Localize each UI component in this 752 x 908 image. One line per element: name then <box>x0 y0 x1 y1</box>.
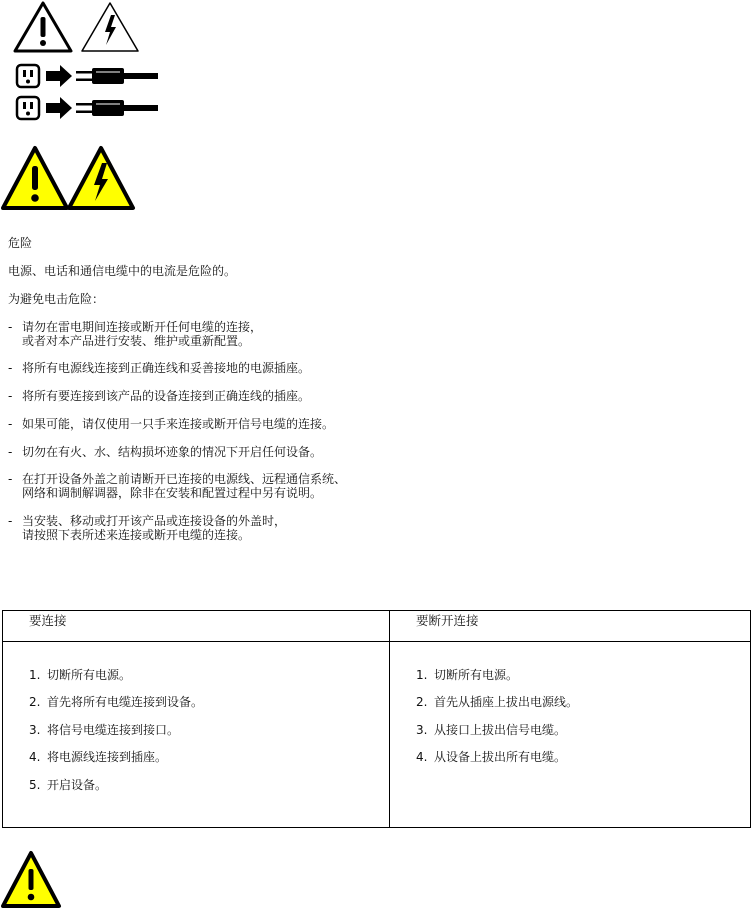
connect-steps <box>3 642 390 828</box>
warning-triangle-icon <box>12 0 74 54</box>
list-item: 3. 将信号电缆连接到接口。 <box>29 723 180 737</box>
disconnect-header: 要断开连接 <box>390 611 751 642</box>
connect-header: 要连接 <box>3 611 390 642</box>
list-item: 2. 首先将所有电缆连接到设备。 <box>29 695 204 709</box>
list-item: 1. 切断所有电源。 <box>29 668 132 682</box>
danger-heading: 危险 <box>8 236 33 250</box>
list-item: 4. 将电源线连接到插座。 <box>29 750 168 764</box>
avoid-shock-text: 为避免电击危险： <box>8 292 105 306</box>
disconnect-steps <box>390 642 751 828</box>
list-item: 4. 从设备上拔出所有电缆。 <box>416 750 567 764</box>
list-item: 2. 首先从插座上拔出电源线。 <box>416 695 579 709</box>
yellow-electric-shock-icon <box>66 145 136 211</box>
bottom-warning-icon <box>0 850 62 908</box>
list-item: 1. 切断所有电源。 <box>416 668 519 682</box>
electric-shock-icon <box>78 0 142 54</box>
outlet-plug-disconnect-icon <box>14 94 160 122</box>
list-item: 5. 开启设备。 <box>29 778 108 792</box>
danger-intro: 电源、电话和通信电缆中的电流是危险的。 <box>8 264 237 278</box>
outlet-plug-connect-icon <box>14 62 160 90</box>
connection-table <box>2 610 751 828</box>
list-item: 3. 从接口上拔出信号电缆。 <box>416 723 567 737</box>
yellow-warning-icon <box>0 145 70 211</box>
